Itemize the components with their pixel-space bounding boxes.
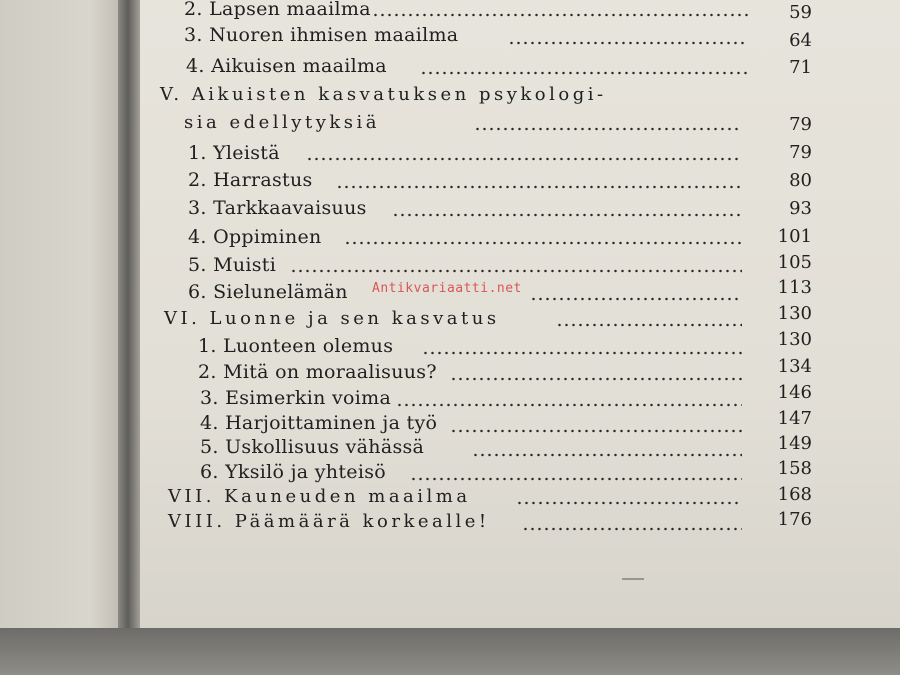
toc-entry-label: 4. Oppiminen (188, 226, 322, 248)
toc-leader-dots (290, 268, 742, 274)
toc-leader-dots (410, 476, 742, 482)
toc-leader-dots (344, 240, 742, 246)
toc-entry-label: 5. Muisti (188, 254, 277, 276)
toc-entry-label: 1. Luonteen olemus (198, 335, 394, 357)
toc-leader-dots (556, 322, 742, 328)
toc-leader-dots (336, 184, 742, 190)
toc-entry-label: 2. Harrastus (188, 169, 313, 191)
toc-leader-dots (530, 296, 742, 302)
toc-leader-dots (422, 350, 742, 356)
toc-entry-label: 1. Yleistä (188, 142, 280, 164)
toc-entry-page: 113 (777, 277, 812, 298)
toc-chapter-title: VII. Kauneuden maailma (168, 486, 471, 507)
toc-entry-label: 6. Sielunelämän (188, 281, 348, 303)
toc-entry-page: 79 (789, 114, 812, 135)
toc-entry-page: 64 (789, 30, 812, 51)
watermark-text: Antikvariaatti.net (372, 281, 522, 296)
toc-entry-page: 158 (777, 458, 812, 479)
toc-chapter-title: VIII. Päämäärä korkealle! (168, 511, 490, 532)
toc-leader-dots (420, 70, 748, 76)
toc-leader-dots (472, 452, 742, 458)
left-page (0, 0, 128, 640)
toc-chapter-title: VI. Luonne ja sen kasvatus (164, 308, 500, 329)
toc-entry-label: 3. Esimerkin voima (200, 387, 392, 409)
toc-chapter-title: V. Aikuisten kasvatuksen psykologi- (160, 84, 607, 105)
toc-leader-dots (372, 12, 748, 18)
toc-entry-page: 134 (777, 356, 812, 377)
toc-leader-dots (396, 402, 742, 408)
toc-leader-dots (306, 156, 742, 162)
toc-leader-dots (450, 428, 742, 434)
toc-entry-page: 101 (777, 226, 812, 247)
toc-entry-label: 4. Harjoittaminen ja työ (200, 412, 438, 434)
toc-entry-page: 79 (789, 142, 812, 163)
toc-entry-page: 71 (789, 57, 812, 78)
toc-entry-page: 146 (777, 382, 812, 403)
toc-entry-label: 3. Nuoren ihmisen maailma (184, 24, 459, 46)
toc-leader-dots (508, 40, 748, 46)
toc-entry-label: 4. Aikuisen maailma (186, 55, 387, 77)
toc-entry-page: 147 (777, 408, 812, 429)
toc-leader-dots (516, 500, 742, 506)
toc-entry-page: 168 (777, 484, 812, 505)
table-surface (0, 628, 900, 675)
page-mark (622, 578, 644, 580)
toc-entry-page: 105 (777, 252, 812, 273)
toc-leader-dots (474, 126, 742, 132)
toc-entry-label: 2. Lapsen maailma (184, 0, 371, 20)
toc-leader-dots (392, 212, 742, 218)
toc-leader-dots (450, 376, 742, 382)
toc-entry-page: 93 (789, 198, 812, 219)
book-gutter (118, 0, 140, 640)
toc-entry-page: 130 (777, 329, 812, 350)
toc-leader-dots (522, 526, 742, 532)
toc-entry-label: 3. Tarkkaavaisuus (188, 197, 367, 219)
toc-entry-page: 176 (777, 509, 812, 530)
toc-entry-label: 5. Uskollisuus vähässä (200, 436, 425, 458)
toc-entry-page: 80 (789, 170, 812, 191)
toc-chapter-title: sia edellytyksiä (184, 112, 380, 133)
toc-entry-page: 59 (789, 2, 812, 23)
toc-entry-page: 149 (777, 433, 812, 454)
toc-entry-page: 130 (777, 303, 812, 324)
toc-entry-label: 2. Mitä on moraalisuus? (198, 361, 437, 383)
toc-entry-label: 6. Yksilö ja yhteisö (200, 461, 386, 483)
